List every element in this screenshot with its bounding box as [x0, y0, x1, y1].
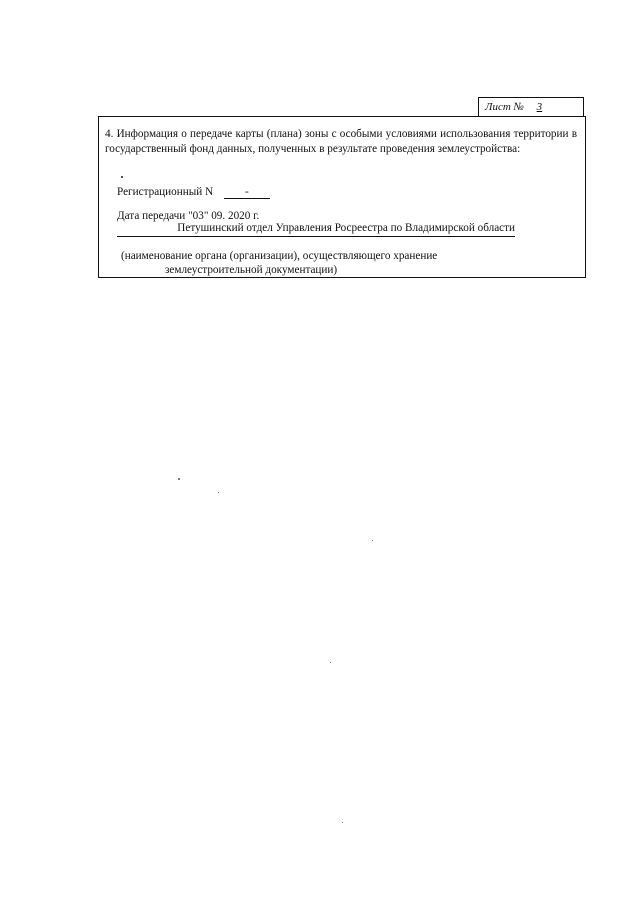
registration-label: Регистрационный N [117, 186, 214, 198]
registration-value: - [224, 186, 270, 199]
scan-speck [342, 822, 343, 823]
registration-line [117, 185, 270, 200]
caption-line-1: (наименование органа (организации), осуществляющего хранение [121, 250, 438, 262]
sheet-number: 3 [536, 101, 543, 113]
sheet-label: Лист № [485, 101, 524, 113]
transfer-date: Дата передачи "03" 09. 2020 г. [117, 210, 260, 222]
scan-speck [372, 540, 373, 541]
scan-speck [178, 478, 180, 480]
organ-name: Петушинский отдел Управления Росреестра по Владимирской области [117, 221, 515, 237]
sheet-number-box [478, 97, 584, 117]
transfer-info-box [98, 116, 586, 278]
organ-caption [121, 249, 437, 277]
dot-mark [121, 176, 123, 178]
section-paragraph: 4. Информация о передаче карты (плана) зоны с особыми условиями использования территории в государственный фонд данных, полученных в результате проведения землеустройства: [105, 128, 577, 155]
scan-speck [218, 492, 219, 493]
caption-line-2: землеустроительной документации) [165, 264, 338, 276]
scan-speck [330, 662, 331, 663]
